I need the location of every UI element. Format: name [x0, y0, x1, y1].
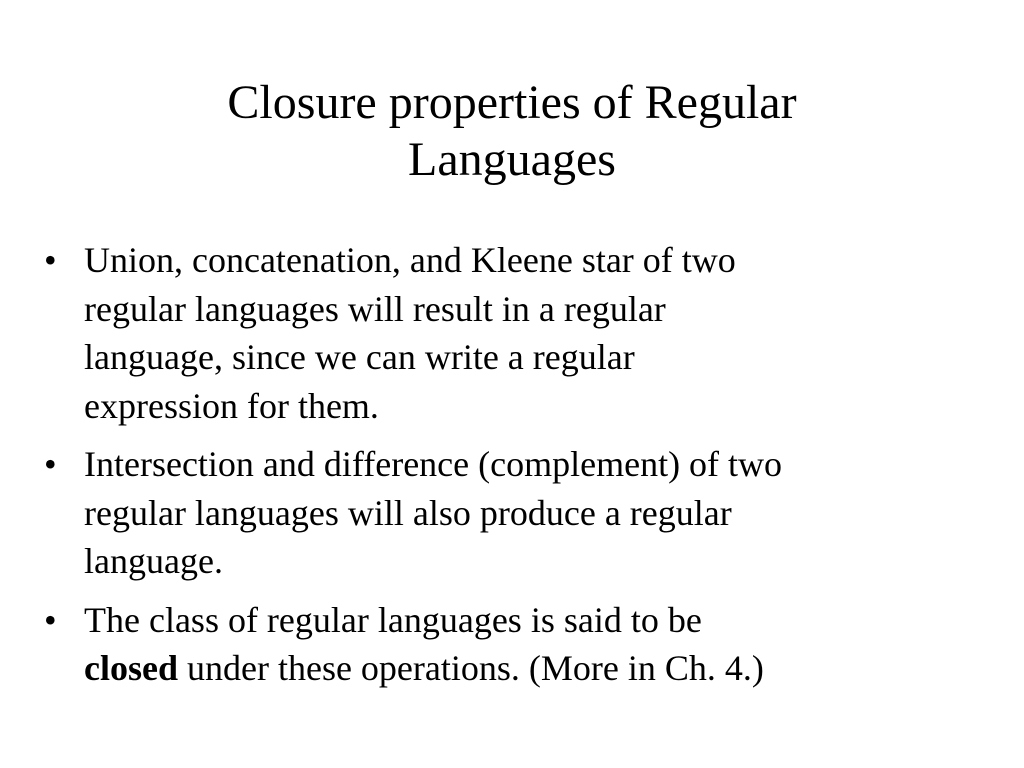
- bullet-line: regular languages will also produce a regular: [84, 492, 732, 533]
- bullet-line: language.: [84, 541, 223, 581]
- emphasis-closed: closed: [84, 648, 178, 688]
- bullet-line: Union, concatenation, and Kleene star of two: [84, 240, 736, 280]
- title-line: Closure properties of Regular: [227, 76, 797, 129]
- title-line: Languages: [408, 133, 616, 186]
- bullet-item: [0, 440, 1024, 586]
- bullet-line: regular languages will result in a regular: [84, 288, 666, 329]
- slide-title: [100, 74, 924, 188]
- bullet-line: [84, 644, 994, 693]
- bullet-line: The class of regular languages is said to be: [84, 599, 702, 640]
- bullet-list: [0, 236, 1024, 703]
- bullet-line: Intersection and difference (complement) of two: [84, 444, 783, 484]
- bullet-line: expression for them.: [84, 385, 379, 426]
- bullet-item: [0, 596, 1024, 693]
- bullet-marker: •: [44, 444, 57, 484]
- bullet-line: language, since we can write a regular: [84, 337, 635, 377]
- bullet-marker: •: [44, 240, 57, 280]
- bullet-marker: •: [44, 599, 57, 640]
- bullet-line-rest: under these operations. (More in Ch. 4.): [178, 648, 764, 688]
- bullet-item: [0, 236, 1024, 430]
